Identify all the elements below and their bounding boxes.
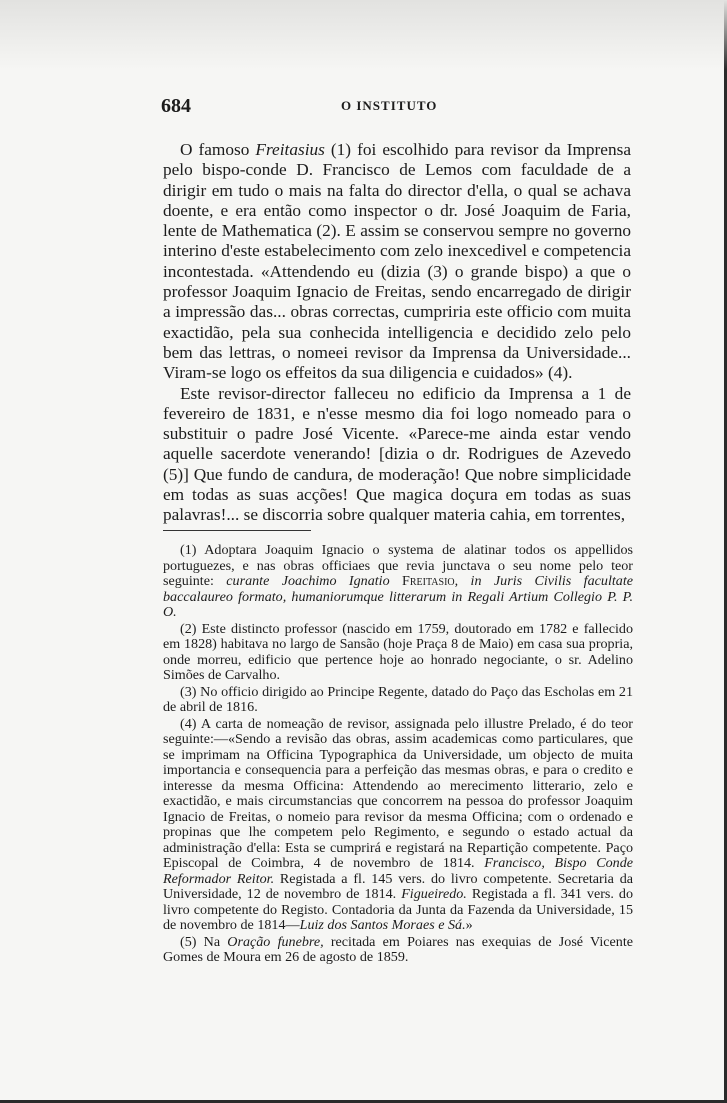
footnotes <box>163 543 633 967</box>
footnote-5-text-a: (5) Na <box>180 933 228 950</box>
footnote-1-smallcaps: Freitasio <box>402 573 455 589</box>
footnote-5 <box>163 935 633 966</box>
footnote-3: (3) No officio dirigido ao Principe Regente, datado do Paço das Escholas em 21 de abril de 1816. <box>163 683 633 715</box>
main-text <box>163 140 631 526</box>
scan-shadow <box>0 0 727 70</box>
footnote-4 <box>163 717 633 934</box>
footnote-2: (2) Este distincto professor (nascido em 1759, doutorado em 1782 e fallecido em 1828) habitava no largo de Sansão (hoje Praça 8 de Maio) em casa sua propria, onde morreu, edificio que pertence hoje ao honrado negociante, o sr. Adelino Simões de Carvalho. <box>163 620 633 683</box>
page-header <box>161 95 639 119</box>
page-number: 684 <box>161 95 191 117</box>
footnote-1 <box>163 543 633 621</box>
footnote-1-italic-a: curante Joachimo Ignatio <box>226 573 390 589</box>
footnote-4-close-quote: » <box>465 917 473 933</box>
paragraph-1-text-a: O famoso <box>180 140 256 159</box>
paragraph-1-text-b: (1) foi escolhido para revisor da Imprensa pelo bispo-conde D. Francisco de Lemos com faculdade de a dirigir em tudo o mais na falta do director d'ella, o qual se achava doente, e era então como inspector o dr. José Joaquim de Faria, lente de Mathematica (2). E assim se conservou sempre no governo interino d'este estabelecimento com zelo inexcedivel e competencia incontestada. «Attendendo eu (dizia (3) o grande bispo) a que o professor Joaquim Ignacio de Freitas, sendo encarregado de dirigir a impressão das... obras correctas, cumpriria este officio com muita exactidão, pela sua conhecida intelligencia e decidido zelo pelo bem das lettras, o nomeei revisor da Imprensa da Universidade... Viram-se logo os effeitos da sua diligencia e cuidados» (4). <box>163 140 631 383</box>
footnote-4-text-a: (4) A carta de nomeação de revisor, assignada pelo illustre Prelado, é do teor seguinte:—«Sendo a revisão das obras, assim academicas como particulares, que se imprimam na Officina Typographica da Universidade, um objecto de muita importancia e consequencia para a perfeição das mesmas obras, e para o credito e interesse da mesma Officina: Attendendo ao merecimento litterario, zelo e exactidão, e mais circumstancias que concorrem na pessoa do professor Joaquim Ignacio de Freitas, o nomeio para revisor da mesma Officina; com o ordenado e propinas que lhe competem pelo Regimento, e segundo o estado actual da administração d'ella: Esta se cumprirá e registará na Repartição competente. Paço Episcopal de Coimbra, 4 de novembro de 1814. <box>163 715 633 871</box>
footnote-1-comma: , <box>454 573 471 589</box>
paragraph-2: Este revisor-director falleceu no edificio da Imprensa a 1 de fevereiro de 1831, e n'esse mesmo dia foi logo nomeado para o substituir o padre José Vicente. «Parece-me ainda estar vendo aquelle sacerdote venerando! [dizia o dr. Rodrigues de Azevedo (5)] Que fundo de candura, de moderação! Que nobre simplicidade em todas as suas acções! Que magica doçura em todas as suas palavras!... se discorria sobre qualquer materia cahia, em torrentes, <box>163 383 631 525</box>
footnote-1-text-a: (1) Adoptara Joaquim Ignacio o systema de alatinar todos os appellidos portuguezes, e nas obras officiaes que revia junctava o seu nome pelo teor seguinte: <box>163 542 633 589</box>
paragraph-1 <box>163 140 631 384</box>
footnote-5-italic: Oração funebre, <box>227 933 324 950</box>
freitasius-italic: Freitasius <box>255 140 325 159</box>
footnote-4-signature-bishop: Francisco, Bispo Conde Reformador Reitor. <box>163 855 633 887</box>
running-head: O INSTITUTO <box>341 98 438 113</box>
footnote-1-italic-b: in Juris Civilis facultate baccalaureo formato, humaniorumque litterarum in Regali Artium Collegio P. P. O. <box>163 573 633 620</box>
footnote-4-signature-figueiredo: Figueiredo. <box>401 886 467 902</box>
footnote-4-signature-sa: Luiz dos Santos Moraes e Sá. <box>299 917 466 933</box>
footnote-divider <box>163 530 311 531</box>
footnote-5-text-b: recitada em Poiares nas exequias de José Vicente Gomes de Moura em 26 de agosto de 1859. <box>163 933 633 965</box>
footnote-4-text-b: Registada a fl. 145 vers. do livro competente. Secretaria da Universidade, 12 de novembro de 1814. <box>163 870 634 902</box>
footnote-4-text-c: Registada a fl. 341 vers. do livro competente do Registo. Contadoria da Junta da Fazenda da Universidade, 15 de novembro de 1814— <box>163 886 633 933</box>
